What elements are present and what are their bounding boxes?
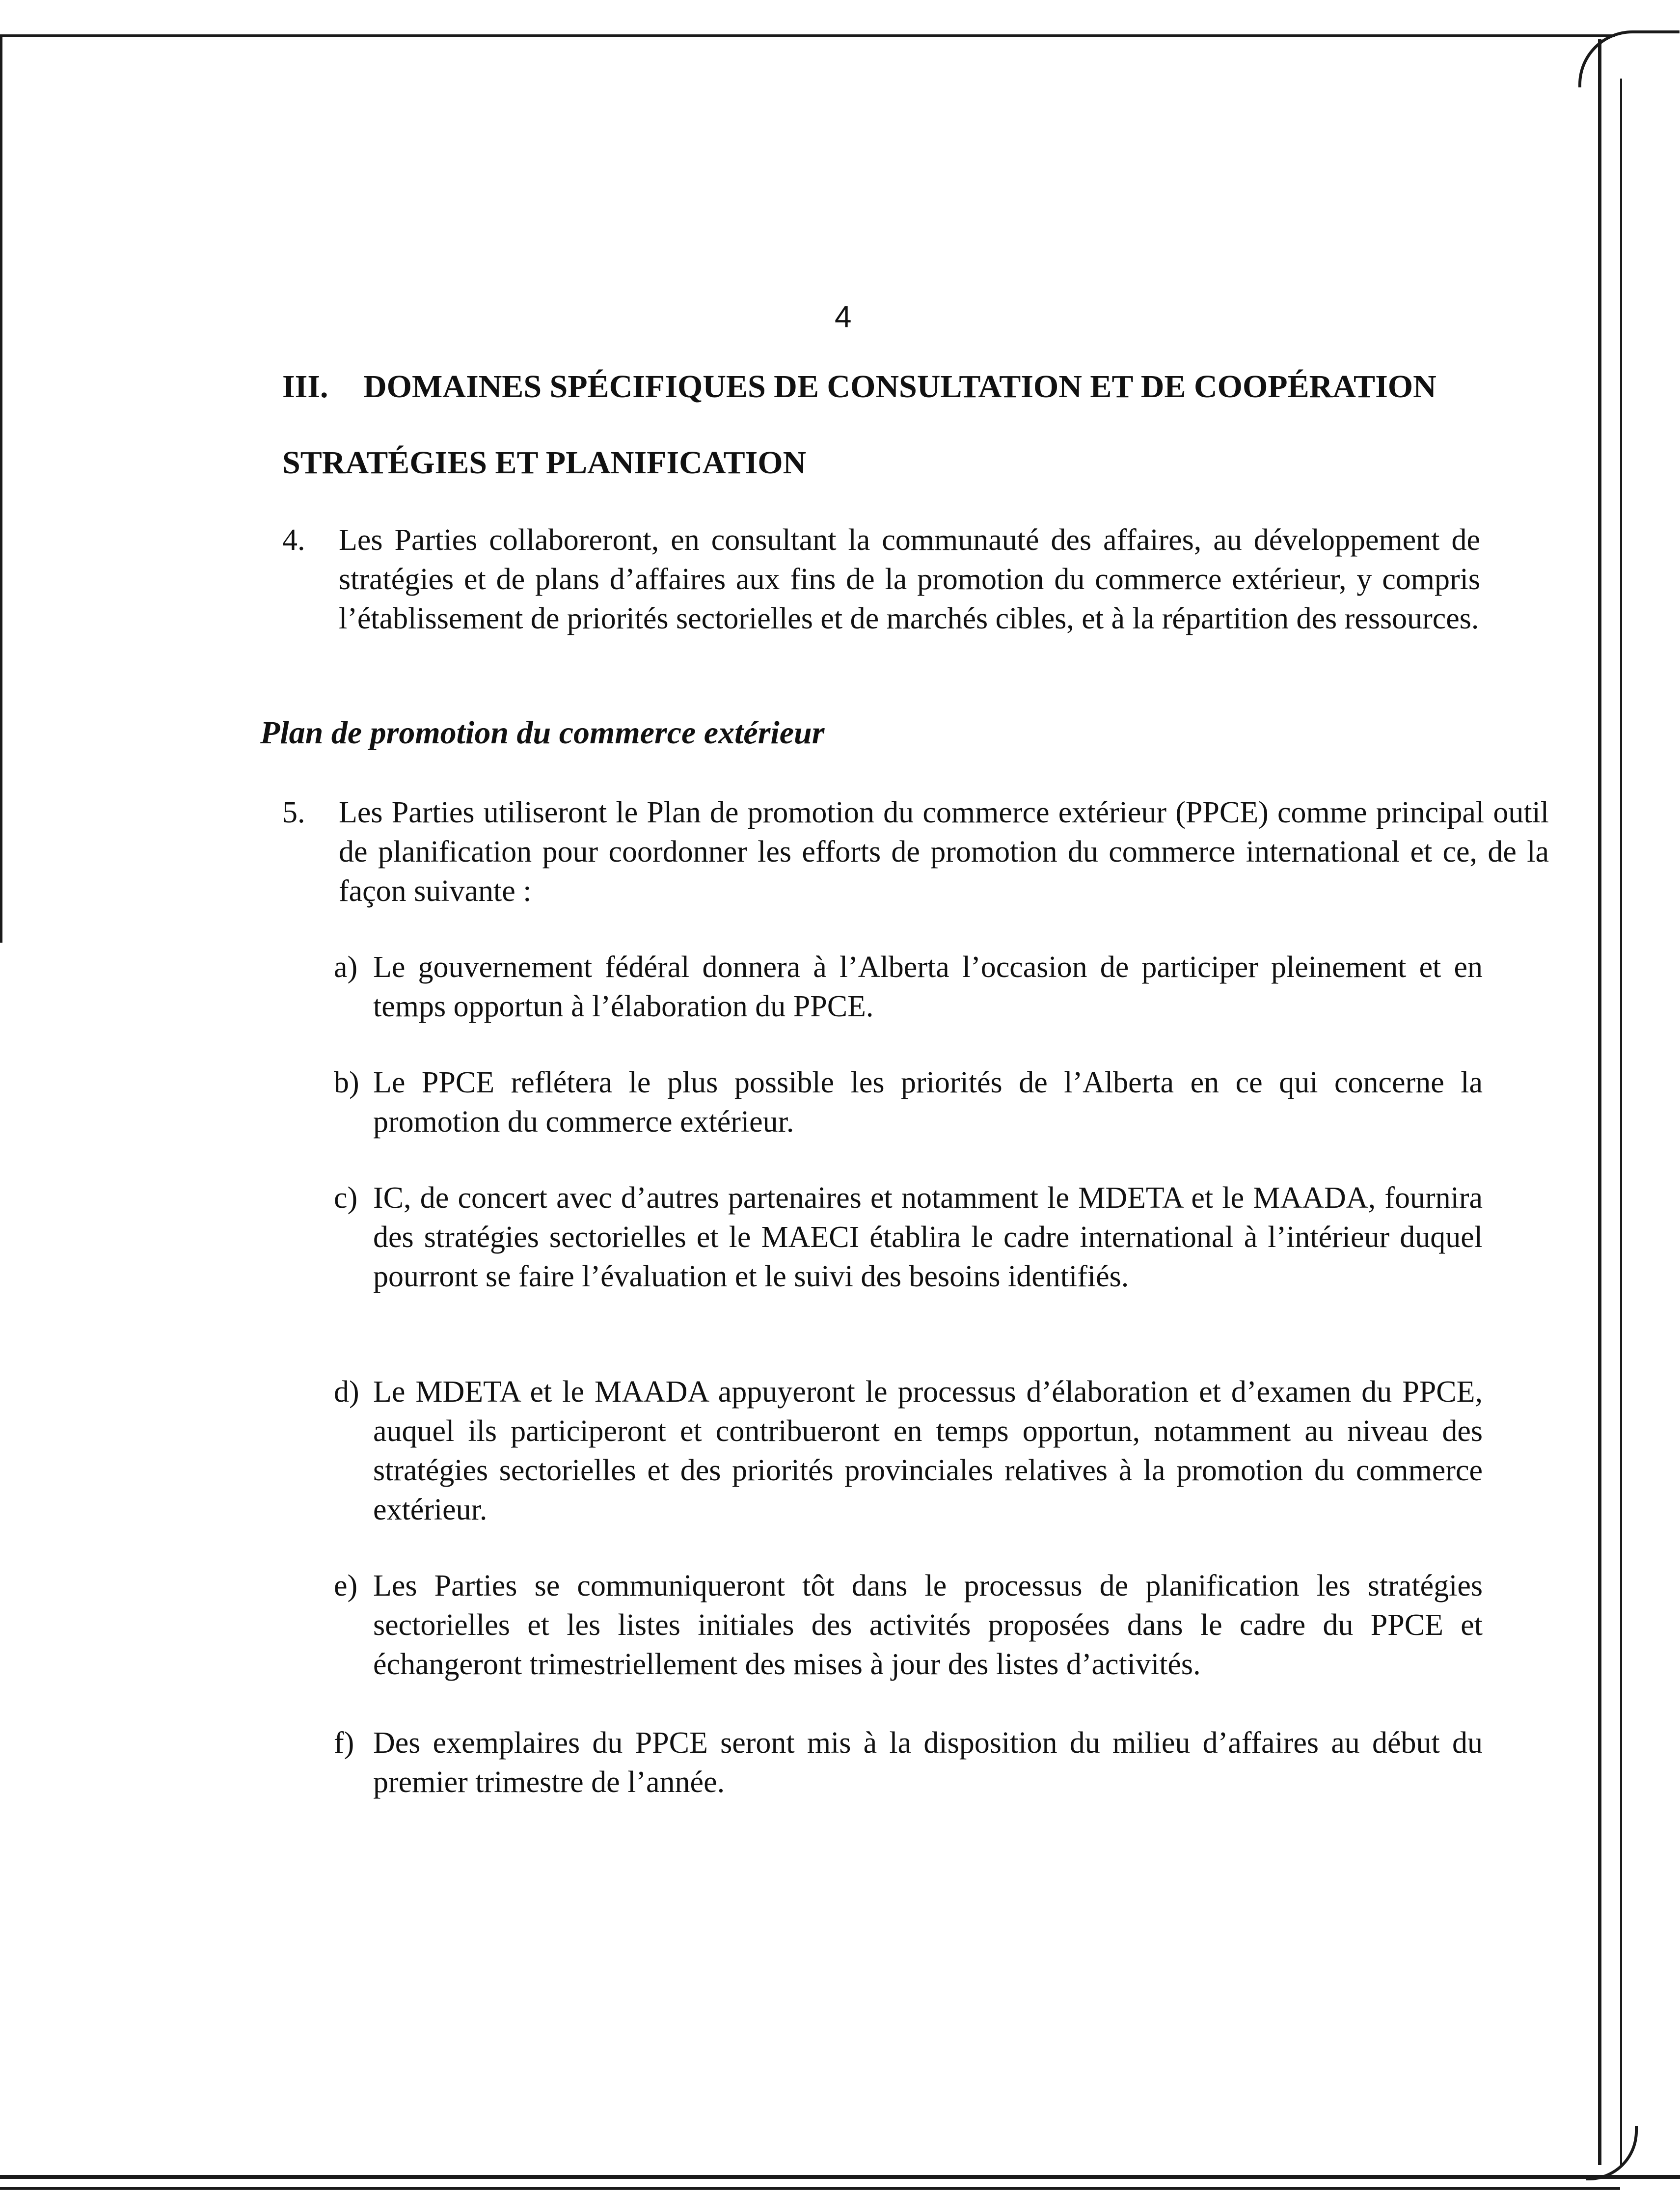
- list-item: [334, 1063, 1483, 1141]
- item-label: a): [334, 951, 358, 984]
- italic-heading: Plan de promotion du commerce extérieur: [260, 715, 825, 751]
- binding-curl-bottom: [1586, 2126, 1638, 2180]
- list-item: [334, 1372, 1483, 1529]
- item-text: Le MDETA et le MAADA appuyeront le processus d’élaboration et d’examen du PPCE, auquel ils participeront et contribueront en temps opportun, notamment au niveau des stratégies sectorielles et des priorités provinciales relatives à la promotion du commerce extérieur.: [373, 1375, 1483, 1526]
- list-item: [334, 1566, 1483, 1684]
- paragraph-text: Les Parties collaboreront, en consultant la communauté des affaires, au développement de stratégies et de plans d’affaires aux fins de la promotion du commerce extérieur, y compris l’établissement de priorités sectorielles et de marchés cibles, et à la répartition des ressources.: [339, 523, 1480, 635]
- paragraph-number: 4.: [282, 523, 305, 557]
- scan-border-bottom-inner: [0, 2187, 1620, 2190]
- item-label: b): [334, 1066, 359, 1099]
- binding-curl-top: [1578, 30, 1680, 87]
- item-text: Les Parties se communiqueront tôt dans le processus de planification les stratégies sectorielles et les listes initiales des activités proposées dans le cadre du PPCE et échangeront trimestriellement des mises à jour des listes d’activités.: [373, 1569, 1483, 1681]
- list-item: [334, 948, 1483, 1026]
- item-label: f): [334, 1726, 354, 1760]
- section-heading: [282, 368, 1436, 406]
- paragraph-4: [282, 520, 1480, 638]
- subheading: STRATÉGIES ET PLANIFICATION: [282, 445, 807, 481]
- paragraph-number: 5.: [282, 796, 305, 829]
- scan-border-right: [1598, 39, 1601, 2165]
- item-text: IC, de concert avec d’autres partenaires et notamment le MDETA et le MAADA, fournira des stratégies sectorielles et le MAECI établira le cadre international à l’intérieur duquel pourront se faire l’évaluation et le suivi des besoins identifiés.: [373, 1181, 1483, 1293]
- page-number: 4: [835, 300, 852, 334]
- item-label: c): [334, 1181, 358, 1215]
- section-title: DOMAINES SPÉCIFIQUES DE CONSULTATION ET DE COOPÉRATION: [363, 369, 1436, 405]
- item-label: e): [334, 1569, 358, 1603]
- section-number: III.: [282, 369, 328, 405]
- paragraph-text: Les Parties utiliseront le Plan de promotion du commerce extérieur (PPCE) comme principal outil de planification pour coordonner les efforts de promotion du commerce international et ce, de la façon suivante :: [339, 796, 1549, 908]
- scan-border-bottom: [0, 2175, 1680, 2179]
- item-label: d): [334, 1375, 359, 1409]
- item-text: Des exemplaires du PPCE seront mis à la disposition du milieu d’affaires au début du premier trimestre de l’année.: [373, 1726, 1483, 1799]
- list-item: [334, 1178, 1483, 1296]
- item-text: Le gouvernement fédéral donnera à l’Alberta l’occasion de participer pleinement et en temps opportun à l’élaboration du PPCE.: [373, 951, 1483, 1023]
- scan-border-left: [0, 34, 2, 943]
- item-text: Le PPCE reflétera le plus possible les priorités de l’Alberta en ce qui concerne la promotion du commerce extérieur.: [373, 1066, 1483, 1139]
- list-item: [334, 1723, 1483, 1802]
- scan-border-top: [0, 34, 1615, 37]
- scan-border-right-inner: [1620, 79, 1622, 2165]
- paragraph-5: [282, 793, 1549, 911]
